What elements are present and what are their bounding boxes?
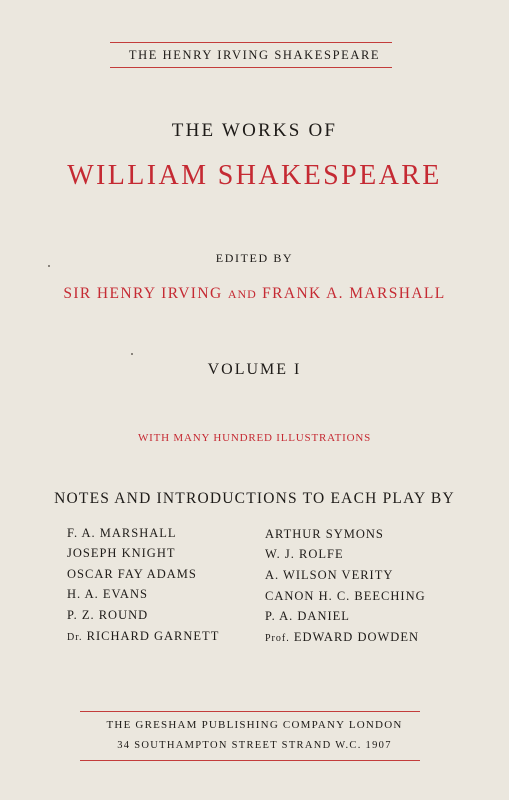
contributor-left	[67, 587, 148, 602]
publisher-address: 34 SOUTHAMPTON STREET STRAND W.C. 1907	[117, 740, 392, 751]
contributor-right	[265, 589, 426, 604]
contributor-left	[67, 608, 148, 623]
works-of-heading: THE WORKS OF	[171, 120, 338, 141]
contributor-left	[67, 629, 219, 644]
contributor-name: EDWARD DOWDEN	[293, 630, 419, 644]
editors-line	[0, 285, 509, 303]
contributor-name: A. WILSON VERITY	[265, 568, 394, 582]
editor-irving: SIR HENRY IRVING	[63, 285, 223, 302]
notes-heading: NOTES AND INTRODUCTIONS TO EACH PLAY BY	[54, 490, 455, 507]
paper-speck	[48, 265, 50, 267]
contributor-name: P. Z. ROUND	[67, 608, 149, 622]
contributor-prefix: Prof.	[265, 633, 290, 644]
imprint-bottom-rule	[80, 760, 420, 761]
contributor-name: OSCAR FAY ADAMS	[67, 567, 197, 581]
series-bottom-rule	[110, 67, 392, 68]
contributor-name: CANON H. C. BEECHING	[265, 589, 426, 603]
contributor-name: JOSEPH KNIGHT	[67, 546, 176, 560]
contributor-left	[67, 526, 177, 541]
contributor-right	[265, 527, 384, 542]
contributor-left	[67, 546, 176, 561]
series-top-rule	[110, 42, 392, 43]
contributor-name: RICHARD GARNETT	[86, 629, 220, 643]
imprint-top-rule	[80, 711, 420, 712]
contributor-name: H. A. EVANS	[67, 587, 148, 601]
illustrations-note: WITH MANY HUNDRED ILLUSTRATIONS	[137, 432, 372, 444]
contributor-prefix: Dr.	[67, 632, 83, 643]
contributor-name: F. A. MARSHALL	[67, 526, 177, 540]
contributor-name: ARTHUR SYMONS	[265, 527, 384, 541]
contributor-right	[265, 609, 350, 624]
contributor-right	[265, 630, 419, 645]
editor-join-word: AND	[227, 287, 257, 301]
publisher-name: THE GRESHAM PUBLISHING COMPANY LONDON	[106, 719, 403, 731]
series-title: THE HENRY IRVING SHAKESPEARE	[128, 48, 381, 62]
paper-speck	[131, 353, 133, 355]
contributor-right	[265, 568, 393, 583]
volume-label: VOLUME I	[207, 361, 302, 378]
contributor-left	[67, 567, 197, 582]
contributor-right	[265, 547, 344, 562]
author-name: WILLIAM SHAKESPEARE	[67, 160, 442, 191]
contributor-name: P. A. DANIEL	[265, 609, 350, 623]
edited-by-label: EDITED BY	[215, 251, 294, 265]
editor-marshall: FRANK A. MARSHALL	[262, 285, 446, 302]
contributor-name: W. J. ROLFE	[265, 547, 344, 561]
